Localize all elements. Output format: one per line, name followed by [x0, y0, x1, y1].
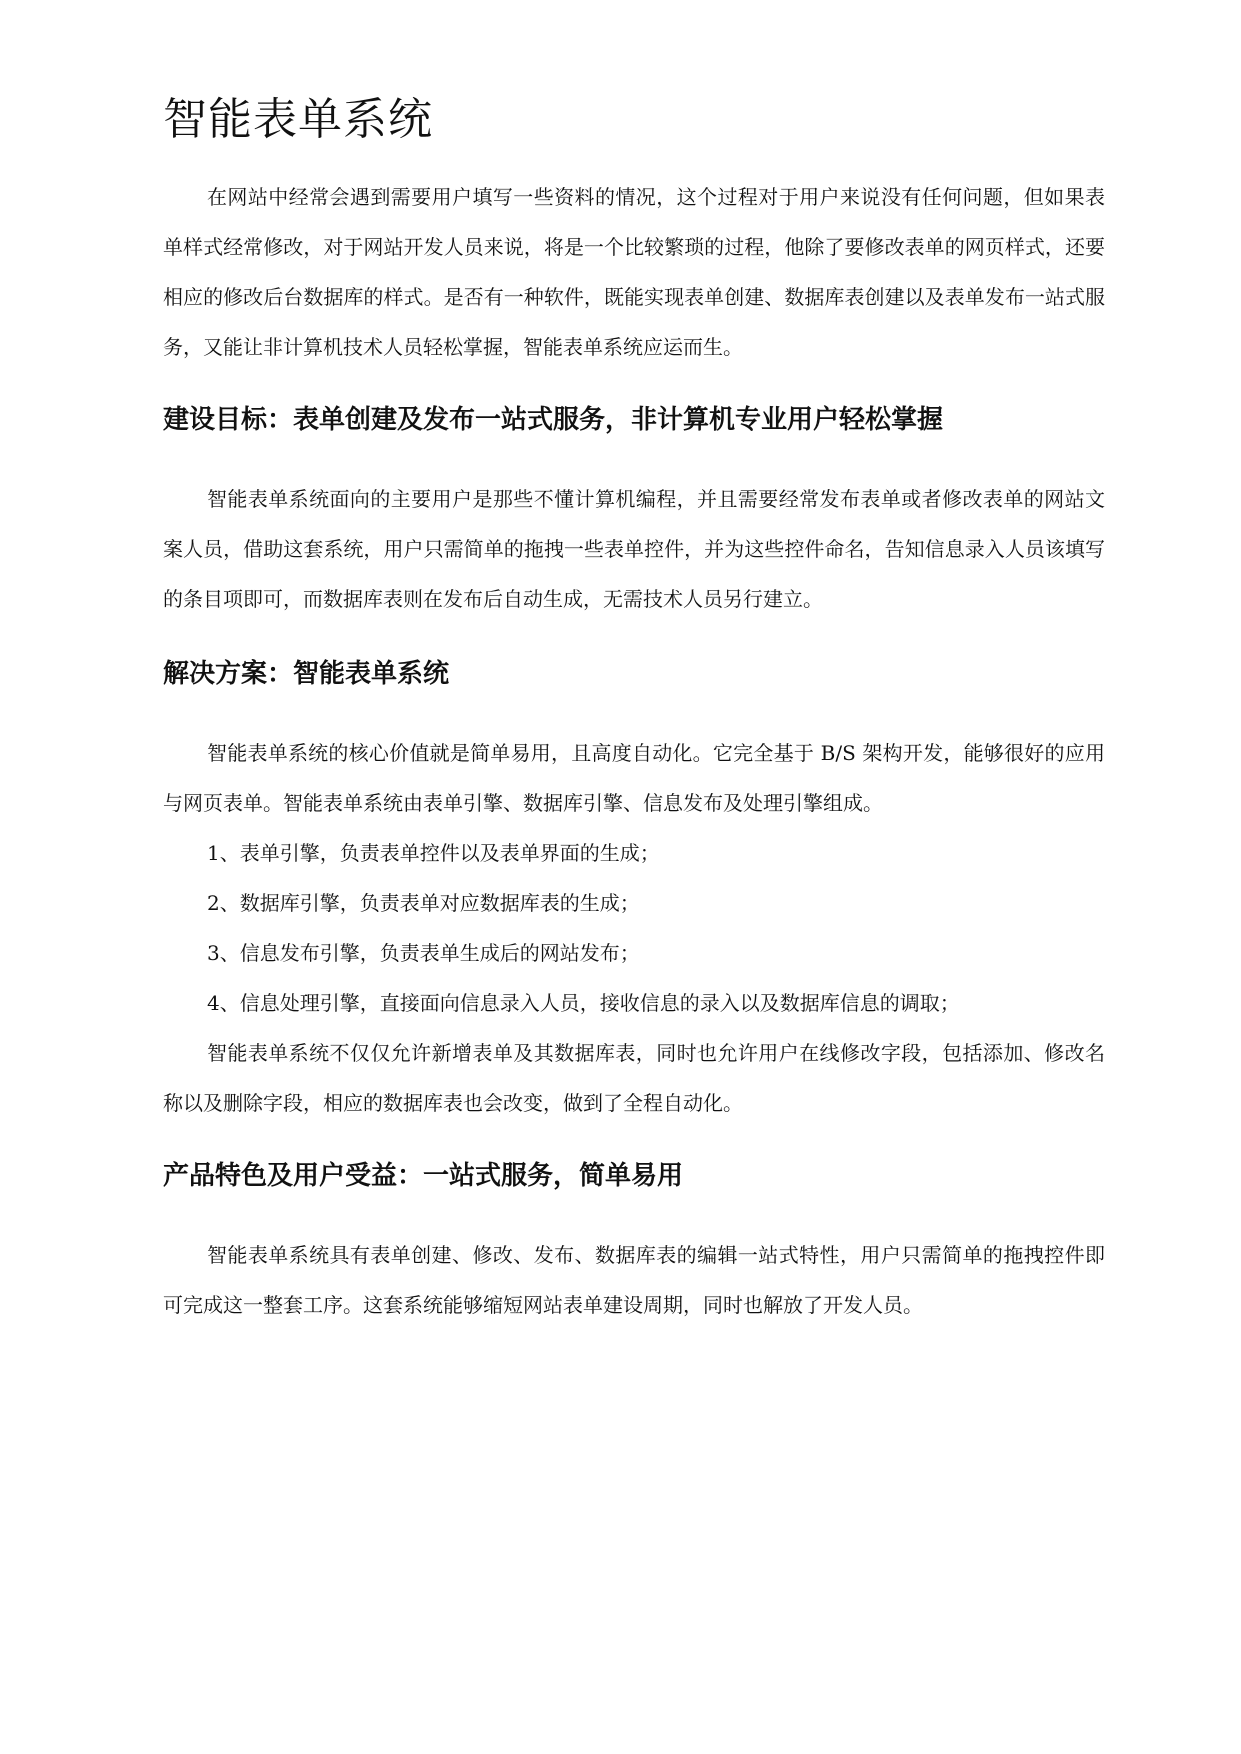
list-item: 3、信息发布引擎，负责表单生成后的网站发布； — [207, 941, 640, 965]
features-paragraph: 智能表单系统具有表单创建、修改、发布、数据库表的编辑一站式特性，用户只需简单的拖拽控件即可完成这一整套工序。这套系统能够缩短网站表单建设周期，同时也解放了开发人员。 — [163, 1243, 1105, 1317]
solution-heading: 解决方案：智能表单系统 — [163, 659, 450, 689]
document-title: 智能表单系统 — [163, 94, 433, 145]
intro-paragraph: 在网站中经常会遇到需要用户填写一些资料的情况，这个过程对于用户来说没有任何问题，但如果表单样式经常修改，对于网站开发人员来说，将是一个比较繁琐的过程，他除了要修改表单的网页样式，还要相应的修改后台数据库的样式。是否有一种软件，既能实现表单创建、数据库表创建以及表单发布一站式服务，又能让非计算机技术人员轻松掌握，智能表单系统应运而生。 — [163, 185, 1105, 359]
goal-heading: 建设目标：表单创建及发布一站式服务，非计算机专业用户轻松掌握 — [163, 405, 944, 435]
list-item: 2、数据库引擎，负责表单对应数据库表的生成； — [207, 891, 640, 915]
list-item: 1、表单引擎，负责表单控件以及表单界面的生成； — [207, 841, 660, 865]
solution-paragraph: 智能表单系统的核心价值就是简单易用，且高度自动化。它完全基于 B/S 架构开发，能够很好的应用与网页表单。智能表单系统由表单引擎、数据库引擎、信息发布及处理引擎组成。 — [163, 741, 1105, 815]
goal-paragraph: 智能表单系统面向的主要用户是那些不懂计算机编程，并且需要经常发布表单或者修改表单的网站文案人员，借助这套系统，用户只需简单的拖拽一些表单控件，并为这些控件命名，告知信息录入人员该填写的条目项即可，而数据库表则在发布后自动生成，无需技术人员另行建立。 — [163, 487, 1105, 611]
features-heading: 产品特色及用户受益：一站式服务，简单易用 — [163, 1161, 684, 1191]
engine-list — [163, 828, 1105, 1028]
solution-closing-paragraph: 智能表单系统不仅仅允许新增表单及其数据库表，同时也允许用户在线修改字段，包括添加、修改名称以及删除字段，相应的数据库表也会改变，做到了全程自动化。 — [163, 1041, 1105, 1115]
list-item: 4、信息处理引擎，直接面向信息录入人员，接收信息的录入以及数据库信息的调取； — [207, 991, 960, 1015]
